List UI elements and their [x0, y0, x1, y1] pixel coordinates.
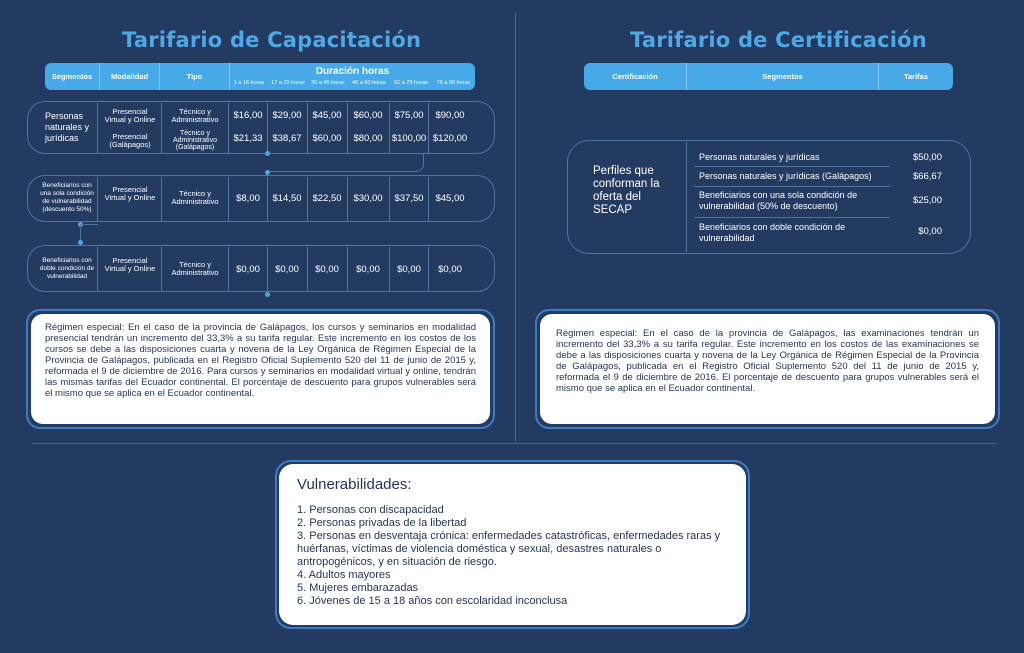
price: $100,00	[391, 133, 427, 144]
header-segmentos: Segmentos	[45, 63, 100, 90]
row-divider	[694, 166, 890, 167]
column-divider	[428, 103, 429, 153]
price: $75,00	[394, 110, 424, 121]
cert-segment: Personas naturales y jurídicas	[699, 152, 820, 162]
price: $80,00	[353, 133, 383, 144]
price: $0,00	[275, 264, 299, 275]
price: $45,00	[435, 193, 465, 204]
header-range: 76 a 90 horas	[436, 80, 471, 86]
price: $0,00	[356, 264, 380, 275]
connector	[267, 154, 424, 172]
column-divider	[97, 103, 98, 153]
price: $30,00	[353, 193, 383, 204]
column-divider	[428, 247, 429, 291]
cert-price: $50,00	[912, 152, 942, 163]
price: $45,00	[312, 110, 342, 121]
segment-label: Personas naturales y jurídicas	[45, 111, 90, 143]
header-duracion: Duración horas	[315, 66, 390, 77]
header-certificacion: Certificación	[584, 63, 687, 90]
price: $14,50	[272, 193, 302, 204]
capacitacion-table-header	[45, 63, 475, 90]
modalidad: Presencial (Galápagos)	[109, 132, 151, 149]
price: $37,50	[394, 193, 424, 204]
price: $16,00	[233, 110, 263, 121]
price: $60,00	[312, 133, 342, 144]
column-divider	[347, 177, 348, 221]
header-tipo: Tipo	[160, 63, 230, 90]
connector-dot	[265, 292, 270, 297]
column-divider	[161, 247, 162, 291]
header-range: 1 a 16 horas	[233, 80, 265, 86]
price: $22,50	[312, 193, 342, 204]
vulnerabilidad-item: 5. Mujeres embarazadas	[297, 582, 419, 594]
segment-label: Beneficiarios con una sola condición de vulnerabilidad (descuento 50%)	[40, 182, 94, 213]
column-divider	[347, 103, 348, 153]
vulnerabilidades-title: Vulnerabilidades:	[297, 476, 412, 493]
cert-price: $25,00	[912, 195, 942, 206]
profile-label: Perfiles que conforman la oferta del SECAP	[593, 165, 660, 216]
vulnerabilidad-item: 6. Jóvenes de 15 a 18 años con escolaridad inconclusa	[297, 595, 568, 607]
price: $21,33	[233, 133, 263, 144]
header-range: 46 a 60 horas	[352, 80, 386, 86]
certificacion-note	[540, 314, 995, 424]
price: $29,00	[272, 110, 302, 121]
price: $120,00	[432, 133, 468, 144]
cert-segment: Beneficiarios con doble condición de vulnerabilidad	[699, 222, 846, 243]
header-range: 61 a 75 horas	[394, 80, 428, 86]
header-modalidad: Modalidad	[100, 63, 160, 90]
certificacion-title: Tarifario de Certificación	[630, 28, 927, 52]
vulnerabilidad-item: 1. Personas con discapacidad	[297, 504, 444, 516]
column-divider	[347, 247, 348, 291]
price: $8,00	[236, 193, 260, 204]
price: $0,00	[315, 264, 339, 275]
certificacion-table-header	[584, 63, 953, 90]
price: $38,67	[272, 133, 302, 144]
column-divider	[686, 142, 687, 252]
header-tarifas: Tarifas	[903, 72, 929, 81]
price: $0,00	[397, 264, 421, 275]
modalidad: Presencial Virtual y Online	[104, 185, 156, 202]
row-divider	[694, 217, 890, 218]
tipo: Técnico y Administrativo	[171, 189, 219, 206]
header-range: 17 a 29 horas	[271, 80, 305, 86]
certificacion-note-text: Régimen especial: En el caso de la provincia de Galápagos, las examinaciones tendrán un incremento del 33,3% a su tarifa regular. Este incremento en los costos de las examinaciones se debe a las disposiciones cuarta y novena de la Ley Orgánica de Régimen Especial de la Provincia de Galápagos, publicada en el Registro Oficial Suplemento 520 del 11 de junio de 2015 y, reformada el 9 de diciembre de 2016. El porcentaje de descuento para grupos vulnerables será el mismo que se aplica en el Ecuador continental.	[556, 328, 979, 394]
tipo: Técnico y Administrativo (Galápagos)	[173, 130, 217, 151]
price: $0,00	[438, 264, 462, 275]
vertical-divider	[515, 12, 516, 442]
cert-segment: Beneficiarios con una sola condición de vulnerabilidad (50% de descuento)	[699, 190, 858, 211]
capacitacion-note-text: Régimen especial: En el caso de la provincia de Galápagos, los cursos y seminarios en modalidad presencial tendrán un incremento del 33,3% a su tarifa regular. Este incremento en los costos de los cursos se debe a las disposiciones cuarta y novena de la Ley Orgánica de Régimen Especial de la Provincia de Galápagos, publicada en el Registro Oficial Suplemento 520 del 11 de junio de 2015 y, reformada el 9 de diciembre de 2016. Para cursos y seminarios en modalidad virtual y online, tendrán las mismas tarifas del Ecuador continental. El porcentaje de descuento para grupos vulnerables será el mismo que se aplica en el Ecuador continental.	[45, 322, 476, 399]
modalidad: Presencial Virtual y Online	[104, 107, 156, 124]
cert-segment: Personas naturales y jurídicas (Galápagos)	[699, 171, 872, 181]
cert-price: $0,00	[918, 226, 942, 237]
vulnerabilidades-panel	[279, 464, 746, 625]
row-divider	[694, 186, 890, 187]
column-divider	[97, 177, 98, 221]
tipo: Técnico y Administrativo	[171, 107, 219, 124]
tipo: Técnico y Administrativo	[171, 260, 219, 277]
column-divider	[161, 177, 162, 221]
cert-price: $66,67	[912, 171, 942, 182]
modalidad: Presencial Virtual y Online	[104, 256, 156, 273]
column-divider	[428, 177, 429, 221]
connector	[80, 224, 98, 242]
price: $0,00	[236, 264, 260, 275]
column-divider	[97, 247, 98, 291]
column-divider	[161, 103, 162, 153]
vulnerabilidad-item: 4. Adultos mayores	[297, 569, 391, 581]
header-segmentos: Segmentos	[687, 63, 879, 90]
vulnerabilidad-item: 2. Personas privadas de la libertad	[297, 517, 467, 529]
capacitacion-note	[31, 314, 490, 424]
price: $90,00	[435, 110, 465, 121]
vulnerabilidad-item: 3. Personas en desventaja crónica: enfermedades catastróficas, enfermedades raras y huérfanas, víctimas de violencia doméstica y sexual, desastres naturales o antropogénicos, y en situación de riesgo.	[297, 530, 721, 568]
price: $60,00	[353, 110, 383, 121]
segment-label: Beneficiarios con doble condición de vulnerabilidad	[39, 257, 95, 280]
horizontal-divider	[32, 443, 997, 444]
capacitacion-title: Tarifario de Capacitación	[122, 28, 422, 52]
header-range: 30 a 45 horas	[311, 80, 345, 86]
